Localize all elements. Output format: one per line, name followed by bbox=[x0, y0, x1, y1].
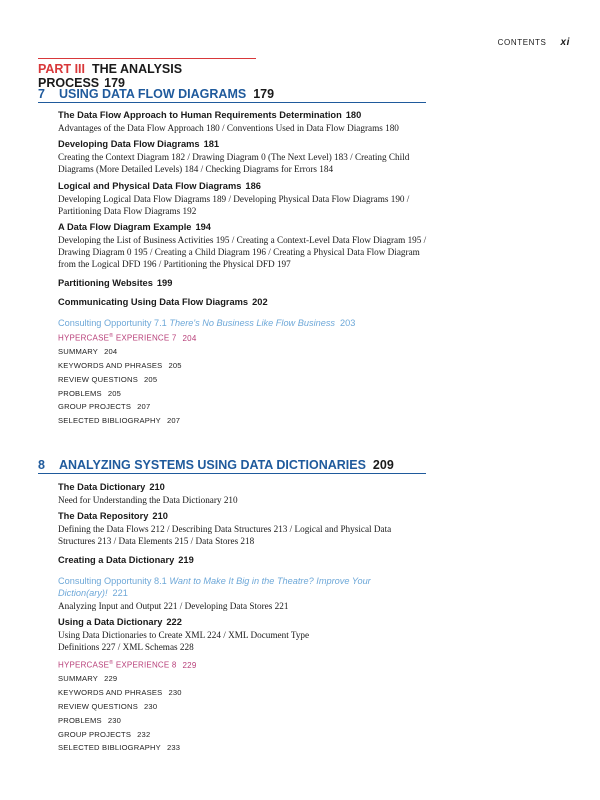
end-matter-page: 233 bbox=[166, 743, 181, 753]
consulting-opportunity[interactable] bbox=[58, 317, 428, 330]
hypercase-experience-label: EXPERIENCE 7 bbox=[115, 333, 177, 343]
toc-entry[interactable] bbox=[58, 277, 428, 290]
end-matter-page: 229 bbox=[104, 674, 118, 684]
chapter-8-contents bbox=[58, 481, 428, 755]
end-matter-label: KEYWORDS AND PHRASES bbox=[58, 688, 163, 698]
end-matter-item[interactable] bbox=[58, 672, 428, 686]
consulting-subtopics: Analyzing Input and Output 221 / Developing Data Stores 221 bbox=[58, 600, 289, 611]
consulting-label: Consulting Opportunity 7.1 bbox=[58, 317, 167, 328]
consulting-title: Want to Make It Big in the Theatre? Improve Your Diction(ary)! bbox=[58, 575, 371, 599]
end-matter-label: KEYWORDS AND PHRASES bbox=[58, 361, 163, 371]
end-matter-item[interactable] bbox=[58, 373, 428, 387]
chapter-page: 179 bbox=[253, 87, 275, 101]
end-matter-label: REVIEW QUESTIONS bbox=[58, 374, 138, 384]
entry-subtopics: Developing the List of Business Activities 195 / Creating a Context-Level Data Flow Diagram 195 / Drawing Diagram 0 195 / Creating a Child Diagram 196 / Creating a Physical Data Flow Diagram from the Logical DFD 196 / Partitioning the Physical DFD 197 bbox=[58, 235, 427, 270]
end-matter-item[interactable] bbox=[58, 400, 428, 414]
end-matter-label: SELECTED BIBLIOGRAPHY bbox=[58, 743, 161, 753]
entry-title: The Data Flow Approach to Human Requirements Determination bbox=[58, 110, 342, 120]
entry-title: Developing Data Flow Diagrams bbox=[58, 139, 200, 150]
consulting-opportunity[interactable] bbox=[58, 575, 378, 600]
part-page: 179 bbox=[104, 76, 125, 90]
hypercase-experience-label: EXPERIENCE 8 bbox=[115, 660, 177, 670]
end-matter-label: PROBLEMS bbox=[58, 388, 102, 398]
part-label: PART III bbox=[38, 62, 85, 76]
hypercase-experience[interactable] bbox=[58, 657, 428, 672]
end-matter-page: 207 bbox=[166, 416, 181, 426]
end-matter-page: 204 bbox=[104, 347, 118, 357]
consulting-page: 203 bbox=[340, 317, 356, 328]
chapter-title: ANALYZING SYSTEMS USING DATA DICTIONARIES bbox=[58, 458, 366, 472]
consulting-page: 221 bbox=[112, 588, 128, 599]
end-matter-page: 207 bbox=[137, 402, 151, 412]
end-matter-label: PROBLEMS bbox=[58, 715, 102, 725]
chapter-7-heading[interactable] bbox=[38, 87, 426, 103]
entry-subtopics: Developing Logical Data Flow Diagrams 189 / Developing Physical Data Flow Diagrams 190 / Partitioning Data Flow Diagrams 192 bbox=[58, 193, 410, 216]
end-matter-label: REVIEW QUESTIONS bbox=[58, 701, 138, 711]
end-matter-item[interactable] bbox=[58, 359, 428, 373]
toc-entry[interactable] bbox=[58, 109, 428, 134]
consulting-label: Consulting Opportunity 8.1 bbox=[58, 575, 167, 586]
chapter-page: 209 bbox=[372, 458, 394, 472]
end-matter-page: 232 bbox=[137, 729, 151, 739]
chapter-number: 8 bbox=[38, 458, 45, 472]
entry-subtopics: Creating the Context Diagram 182 / Drawing Diagram 0 (The Next Level) 183 / Creating Child Diagrams (More Detailed Levels) 184 / Checking Diagrams for Errors 184 bbox=[58, 152, 410, 175]
toc-entry[interactable] bbox=[58, 616, 428, 653]
hypercase-page: 204 bbox=[182, 333, 197, 343]
entry-title: Creating a Data Dictionary bbox=[58, 554, 175, 565]
part-title: THE ANALYSIS PROCESS bbox=[38, 62, 183, 90]
entry-page: 210 bbox=[152, 511, 168, 522]
end-matter-item[interactable] bbox=[58, 728, 428, 742]
toc-entry[interactable] bbox=[58, 554, 428, 567]
entry-page: 222 bbox=[166, 616, 182, 627]
chapter-7-contents bbox=[58, 109, 428, 428]
end-matter-label: GROUP PROJECTS bbox=[58, 402, 132, 412]
running-head bbox=[498, 37, 570, 48]
entry-page: 181 bbox=[203, 139, 220, 150]
hypercase-label: HYPERCASE bbox=[58, 660, 110, 670]
end-matter-page: 230 bbox=[107, 715, 122, 725]
end-matter-item[interactable] bbox=[58, 700, 428, 714]
page-folio: xi bbox=[560, 37, 570, 48]
entry-title: The Data Dictionary bbox=[58, 482, 146, 492]
entry-subtopics: Need for Understanding the Data Dictionary 210 bbox=[58, 495, 238, 505]
end-matter-label: SUMMARY bbox=[58, 347, 99, 357]
chapter-title: USING DATA FLOW DIAGRAMS bbox=[58, 87, 247, 101]
hypercase-page: 229 bbox=[182, 660, 197, 670]
consulting-title: There's No Business Like Flow Business bbox=[169, 317, 336, 328]
entry-title: Using a Data Dictionary bbox=[58, 616, 163, 627]
entry-page: 194 bbox=[195, 222, 211, 233]
entry-title: The Data Repository bbox=[58, 511, 149, 522]
entry-page: 210 bbox=[149, 482, 165, 492]
toc-entry[interactable] bbox=[58, 481, 428, 506]
entry-title: Partitioning Websites bbox=[58, 277, 153, 288]
running-head-label: CONTENTS bbox=[497, 38, 547, 47]
chapter-8-heading[interactable] bbox=[38, 458, 426, 474]
entry-subtopics: Defining the Data Flows 212 / Describing Data Structures 213 / Logical and Physical Data Structures 213 / Data Elements 215 / Data Stores 218 bbox=[58, 524, 392, 547]
end-matter-label: SUMMARY bbox=[58, 674, 99, 684]
entry-page: 186 bbox=[245, 180, 261, 191]
end-matter-page: 205 bbox=[168, 361, 182, 371]
toc-entry[interactable] bbox=[58, 180, 428, 217]
registered-mark: ® bbox=[109, 333, 114, 340]
end-matter-page: 230 bbox=[144, 701, 158, 711]
entry-title: A Data Flow Diagram Example bbox=[58, 222, 192, 233]
entry-title: Communicating Using Data Flow Diagrams bbox=[58, 296, 249, 307]
end-matter-page: 205 bbox=[144, 374, 158, 384]
end-matter-label: SELECTED BIBLIOGRAPHY bbox=[58, 416, 161, 426]
entry-page: 202 bbox=[252, 296, 268, 307]
end-matter-page: 230 bbox=[168, 688, 182, 698]
registered-mark: ® bbox=[109, 660, 114, 667]
toc-entry[interactable] bbox=[58, 221, 428, 271]
hypercase-label: HYPERCASE bbox=[58, 333, 110, 343]
entry-subtopics: Advantages of the Data Flow Approach 180 / Conventions Used in Data Flow Diagrams 180 bbox=[58, 123, 399, 133]
chapter-number: 7 bbox=[38, 87, 45, 101]
end-matter-list bbox=[58, 672, 428, 755]
entry-page: 199 bbox=[156, 277, 173, 288]
entry-page: 180 bbox=[345, 110, 362, 120]
entry-subtopics: Using Data Dictionaries to Create XML 224 / XML Document Type Definitions 227 / XML Schemas 228 bbox=[58, 629, 310, 653]
end-matter-label: GROUP PROJECTS bbox=[58, 729, 132, 739]
end-matter-item[interactable] bbox=[58, 741, 428, 755]
hypercase-experience[interactable] bbox=[58, 330, 428, 345]
end-matter-page: 205 bbox=[107, 388, 122, 398]
toc-entry[interactable] bbox=[58, 296, 428, 309]
end-matter-item[interactable] bbox=[58, 714, 428, 728]
end-matter-list bbox=[58, 345, 428, 428]
part-heading bbox=[38, 58, 256, 90]
toc-entry[interactable] bbox=[58, 138, 428, 175]
end-matter-item[interactable] bbox=[58, 686, 428, 700]
end-matter-item[interactable] bbox=[58, 387, 428, 401]
end-matter-item[interactable] bbox=[58, 414, 428, 428]
end-matter-item[interactable] bbox=[58, 345, 428, 359]
entry-title: Logical and Physical Data Flow Diagrams bbox=[58, 180, 242, 191]
entry-page: 219 bbox=[178, 554, 194, 565]
toc-entry[interactable] bbox=[58, 510, 428, 547]
